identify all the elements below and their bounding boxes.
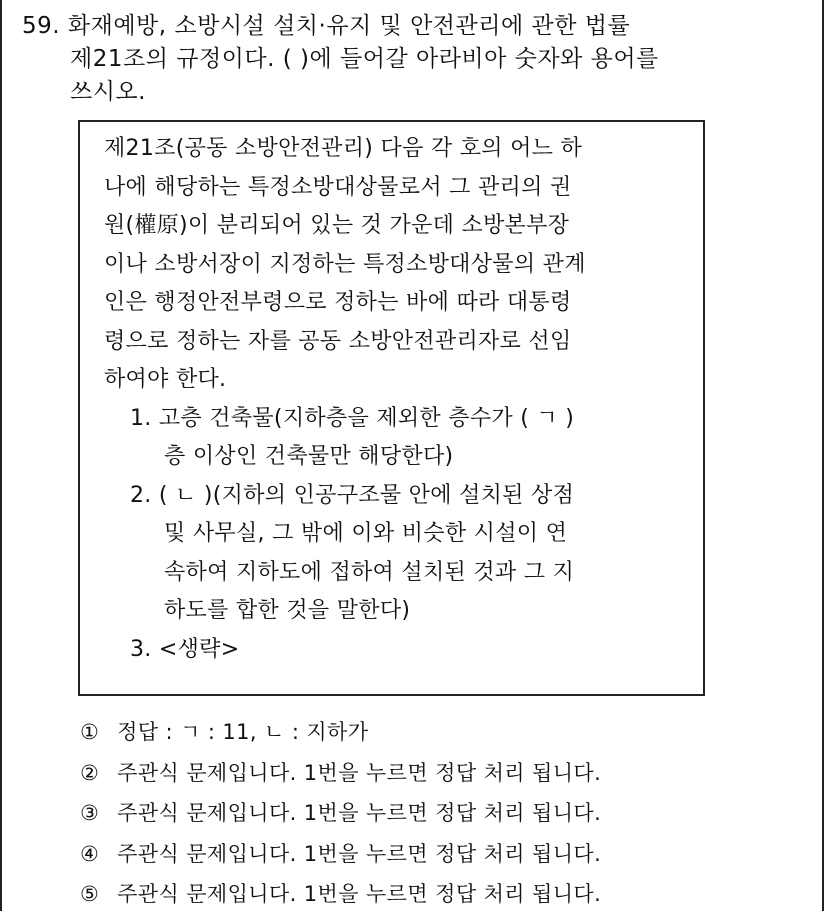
option-text: 주관식 문제입니다. 1번을 누르면 정답 처리 됩니다. [117,841,602,866]
answer-option-5[interactable] [80,874,810,915]
law-line: 하여야 한다. [104,367,227,392]
answer-option-3[interactable] [80,793,810,834]
question-number: 59. [22,13,61,39]
law-item-3: 3. <생략> [130,636,240,662]
law-item-2-cont: 속하여 지하도에 접하여 설치된 것과 그 지 [164,559,575,585]
law-text-box [78,120,705,696]
option-text: 주관식 문제입니다. 1번을 누르면 정답 처리 됩니다. [117,760,602,785]
question-block [22,10,812,109]
law-item-2-cont: 및 사무실, 그 밖에 이와 비슷한 시설이 연 [164,521,568,546]
option-number: ① [80,720,100,744]
question-line-3: 쓰시오. [70,79,146,105]
option-text: 정답 : ㄱ : 11, ㄴ : 지하가 [117,720,369,744]
option-number: ④ [80,841,100,866]
question-line-2: 제21조의 규정이다. ( )에 들어갈 아라비아 숫자와 용어를 [70,46,659,72]
option-text: 주관식 문제입니다. 1번을 누르면 정답 처리 됩니다. [117,882,602,906]
question-line-1 [22,10,812,43]
answer-options [80,712,810,915]
law-line: 원(權原)이 분리되어 있는 것 가운데 소방본부장 [104,213,570,238]
law-line: 령으로 정하는 자를 공동 소방안전관리자로 선임 [104,328,572,354]
law-line: 나에 해당하는 특정소방대상물로서 그 관리의 권 [104,174,572,200]
law-line: 인은 행정안전부령으로 정하는 바에 따라 대통령 [104,290,572,315]
option-number: ② [80,760,100,785]
answer-option-1[interactable] [80,712,810,753]
law-line: 제21조(공동 소방안전관리) 다음 각 호의 어느 하 [104,136,583,161]
law-item-1: 1. 고층 건축물(지하층을 제외한 층수가 ( ㄱ ) [130,405,575,431]
law-item-1-cont: 층 이상인 건축물만 해당한다) [164,444,454,469]
option-text: 주관식 문제입니다. 1번을 누르면 정답 처리 됩니다. [117,801,602,825]
option-number: ⑤ [80,882,100,906]
law-line: 이나 소방서장이 지정하는 특정소방대상물의 관계 [104,251,586,277]
answer-option-4[interactable] [80,834,810,875]
option-number: ③ [80,801,100,825]
question-text-1: 화재예방, 소방시설 설치·유지 및 안전관리에 관한 법률 [67,13,631,39]
answer-option-2[interactable] [80,753,810,794]
law-item-2: 2. ( ㄴ )(지하의 인공구조물 안에 설치된 상점 [130,482,575,508]
law-item-2-cont: 하도를 합한 것을 말한다) [164,598,411,623]
